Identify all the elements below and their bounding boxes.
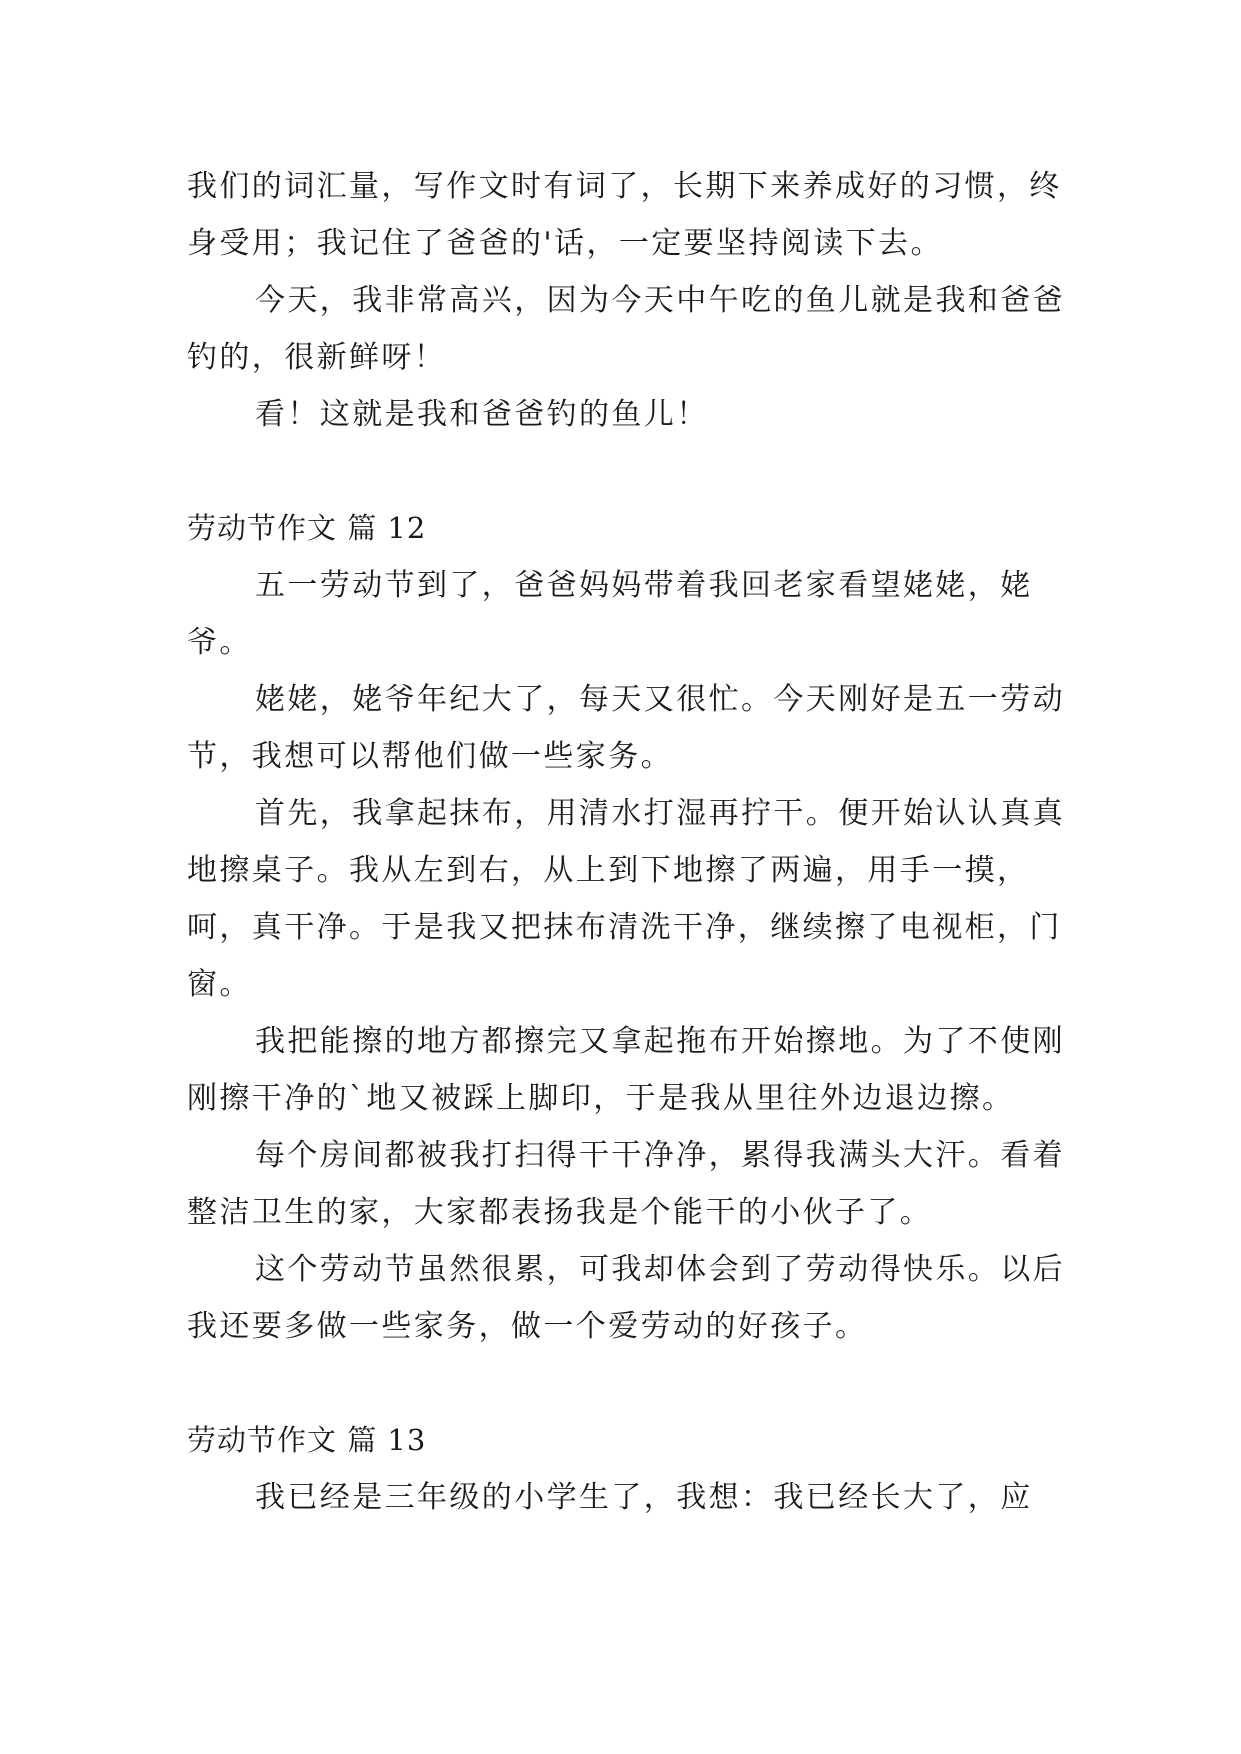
paragraph-clean-rooms: 每个房间都被我打扫得干干净净，累得我满头大汗。看着整洁卫生的家，大家都表扬我是个能干的小伙子了。	[187, 1138, 1065, 1230]
paragraph-vocabulary: 我们的词汇量，写作文时有词了，长期下来养成好的习惯，终身受用；我记住了爸爸的'话，一定要坚持阅读下去。	[187, 169, 1062, 261]
section-gap	[187, 1355, 1071, 1412]
paragraph-may-day: 五一劳动节到了，爸爸妈妈带着我回老家看望姥姥，姥爷。	[187, 568, 1033, 660]
paragraph-third-grade: 我已经是三年级的小学生了，我想：我已经长大了，应	[255, 1480, 1033, 1515]
paragraph-grandparents: 姥姥，姥爷年纪大了，每天又很忙。今天刚好是五一劳动节，我想可以帮他们做一些家务。	[187, 682, 1065, 774]
document-body	[187, 158, 1071, 1526]
paragraph-labor-joy: 这个劳动节虽然很累，可我却体会到了劳动得快乐。以后我还要多做一些家务，做一个爱劳动的好孩子。	[187, 1252, 1065, 1344]
paragraph-mop-floor: 我把能擦的地方都擦完又拿起拖布开始擦地。为了不使刚刚擦干净的`地又被踩上脚印，于是我从里往外边退边擦。	[187, 1024, 1065, 1116]
paragraph-wipe-table: 首先，我拿起抹布，用清水打湿再拧干。便开始认认真真地擦桌子。我从左到右，从上到下地擦了两遍，用手一摸，呵，真干净。于是我又把抹布清洗干净，继续擦了电视柜，门窗。	[187, 796, 1065, 1002]
paragraph-look-fish: 看！这就是我和爸爸钓的鱼儿！	[255, 397, 709, 432]
section-heading-13: 劳动节作文 篇 13	[187, 1423, 427, 1457]
section-heading-12: 劳动节作文 篇 12	[187, 511, 427, 545]
paragraph-fishing: 今天，我非常高兴，因为今天中午吃的鱼儿就是我和爸爸钓的，很新鲜呀！	[187, 283, 1065, 375]
section-gap	[187, 443, 1071, 500]
